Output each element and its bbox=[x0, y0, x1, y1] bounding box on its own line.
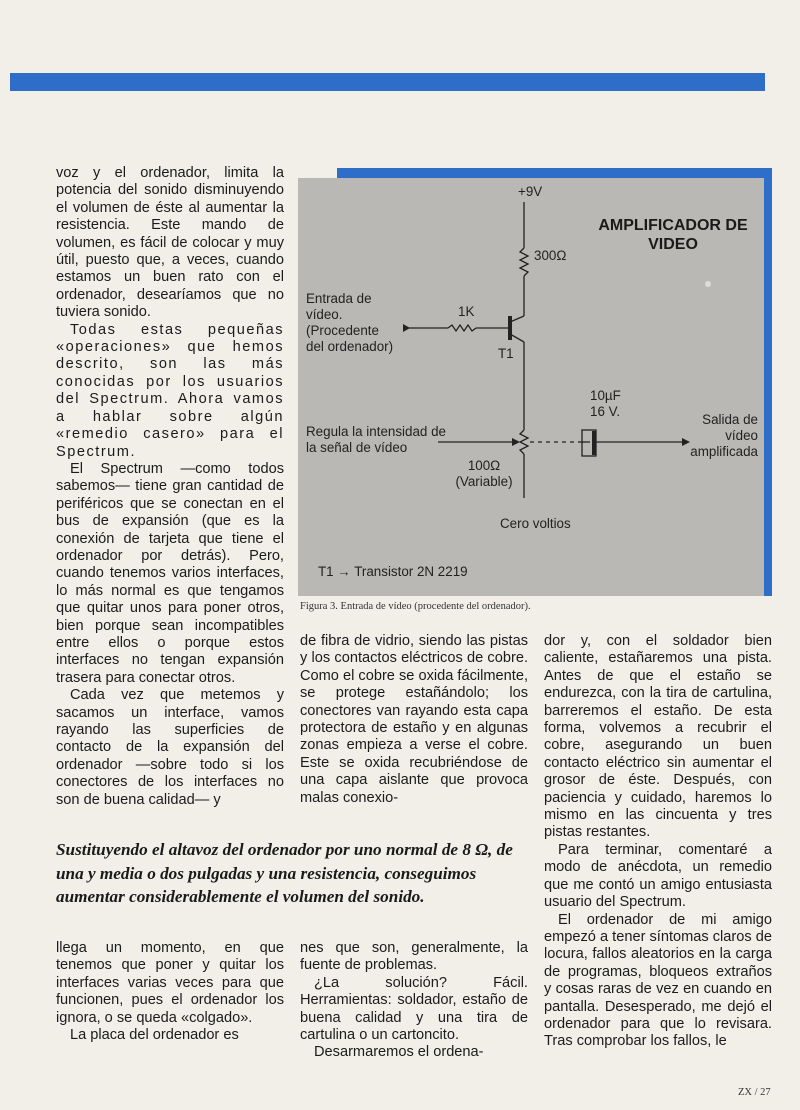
text-column-1 bbox=[56, 165, 284, 809]
figure-title: AMPLIFICADOR DE VIDEO bbox=[598, 217, 748, 253]
potentiometer-label: 100Ω (Variable) bbox=[455, 458, 513, 489]
paragraph: Desarmaremos el ordena- bbox=[314, 1044, 484, 1061]
paragraph: La placa del ordenador es bbox=[70, 1027, 239, 1044]
figure-accent-bar bbox=[764, 168, 772, 596]
regulate-label: Regula la intensidad de la señal de vídeo bbox=[306, 424, 446, 455]
paragraph: Cada vez que metemos y sacamos un interface, vamos rayando las superficies de contacto de la expansión del ordenador —sobre todo si los conectores de los interfaces no son de buena calidad— y bbox=[56, 687, 284, 808]
paragraph: Todas estas pequeñas «operaciones» que hemos descrito, son las más conocidas por los usuarios del Spectrum. Ahora vamos a hablar sobre algún «remedio casero» para el Spectrum. bbox=[56, 321, 284, 460]
text-column-2-bottom bbox=[300, 940, 528, 1062]
page-number: ZX / 27 bbox=[738, 1087, 771, 1098]
video-input-label: Entrada de vídeo. (Procedente del ordenador) bbox=[306, 291, 394, 354]
pull-quote: Sustituyendo el altavoz del ordenador por uno normal de 8 Ω, de una y media o dos pulgadas y una resistencia, conseguimos aumentar considerablemente el volumen del sonido. bbox=[56, 840, 513, 906]
paragraph: de fibra de vidrio, siendo las pistas y los contactos eléctricos de cobre. Como el cobre se oxida fácilmente, se protege estañándolo; los conectores van rayando esta capa protectora de estaño y en algunas zonas empieza a verse el cobre. Este se oxida recubriéndose de una capa aislante que provoca malas conexio- bbox=[300, 633, 528, 806]
text-column-2 bbox=[300, 633, 528, 807]
paragraph: El Spectrum —como todos sabemos— tiene gran cantidad de periféricos que se conectan en el bus de expansión (que es la conexión de tarjeta que tiene el ordenador por detrás). Pero, cuando tenemos varios interfaces, lo más normal es que tengamos que quitar unos para poner otros, bien porque sean incompatibles entre ellos o porque estos interfaces no tengan expansión trasera para conectar otros. bbox=[56, 460, 284, 686]
text-column-1-bottom bbox=[56, 940, 284, 1044]
figure-caption: Figura 3. Entrada de vídeo (procedente del ordenador). bbox=[300, 601, 531, 612]
transistor-legend: T1 → Transistor 2N 2219 bbox=[318, 564, 468, 579]
collector-resistor-label: 300Ω bbox=[534, 248, 567, 263]
base-resistor-label: 1K bbox=[458, 304, 475, 319]
paragraph: Para terminar, comentaré a modo de anécdota, un remedio que me contó un amigo entusiasta usuario del Spectrum. bbox=[544, 841, 772, 911]
paragraph: voz y el ordenador, limita la potencia del sonido disminuyendo el volumen de éste al aumentar la resistencia. Este mando de volumen, es fácil de colocar y muy útil, puesto que, a veces, cuando estamos un buen rato con el ordenador, desearíamos que no tuviera sonido. bbox=[56, 165, 284, 321]
paragraph: ¿La solución? Fácil. Herramientas: soldador, estaño de buena calidad y una tira de cartulina o un cartoncito. bbox=[300, 974, 528, 1044]
circuit-figure bbox=[298, 178, 764, 596]
paragraph: dor y, con el soldador bien caliente, estañaremos una pista. Antes de que el estaño se endurezca, con la tira de cartulina, barreremos el estaño. De esta forma, volvemos a recubrir el cobre, asegurando un buen contacto eléctrico sin aumentar el grosor de éste. Después, con paciencia y cuidado, haremos lo mismo en las cincuenta y tres pistas restantes. bbox=[544, 633, 772, 841]
paragraph: nes que son, generalmente, la fuente de problemas. bbox=[300, 940, 528, 974]
ground-label: Cero voltios bbox=[500, 516, 571, 531]
figure-accent-bar bbox=[337, 168, 772, 178]
text-column-3 bbox=[544, 633, 772, 1051]
video-output-label: Salida de vídeo amplificada bbox=[690, 412, 758, 459]
paragraph: llega un momento, en que tenemos que poner y quitar los interfaces varias veces para que funcionen, pues el ordenador los ignora, o se queda «colgado». bbox=[56, 940, 284, 1026]
paragraph: El ordenador de mi amigo empezó a tener síntomas claros de locura, fallos aleatorios en la carga de programas, bloqueos extraños y cosas raras de vez en cuando en pantalla. Desesperado, me dejó el ordenador para que lo revisara. Tras comprobar los fallos, le bbox=[544, 911, 772, 1050]
capacitor-label: 10µF 16 V. bbox=[590, 388, 621, 419]
header-color-band bbox=[10, 73, 765, 91]
transistor-label: T1 bbox=[498, 346, 514, 361]
supply-voltage-label: +9V bbox=[518, 184, 543, 199]
